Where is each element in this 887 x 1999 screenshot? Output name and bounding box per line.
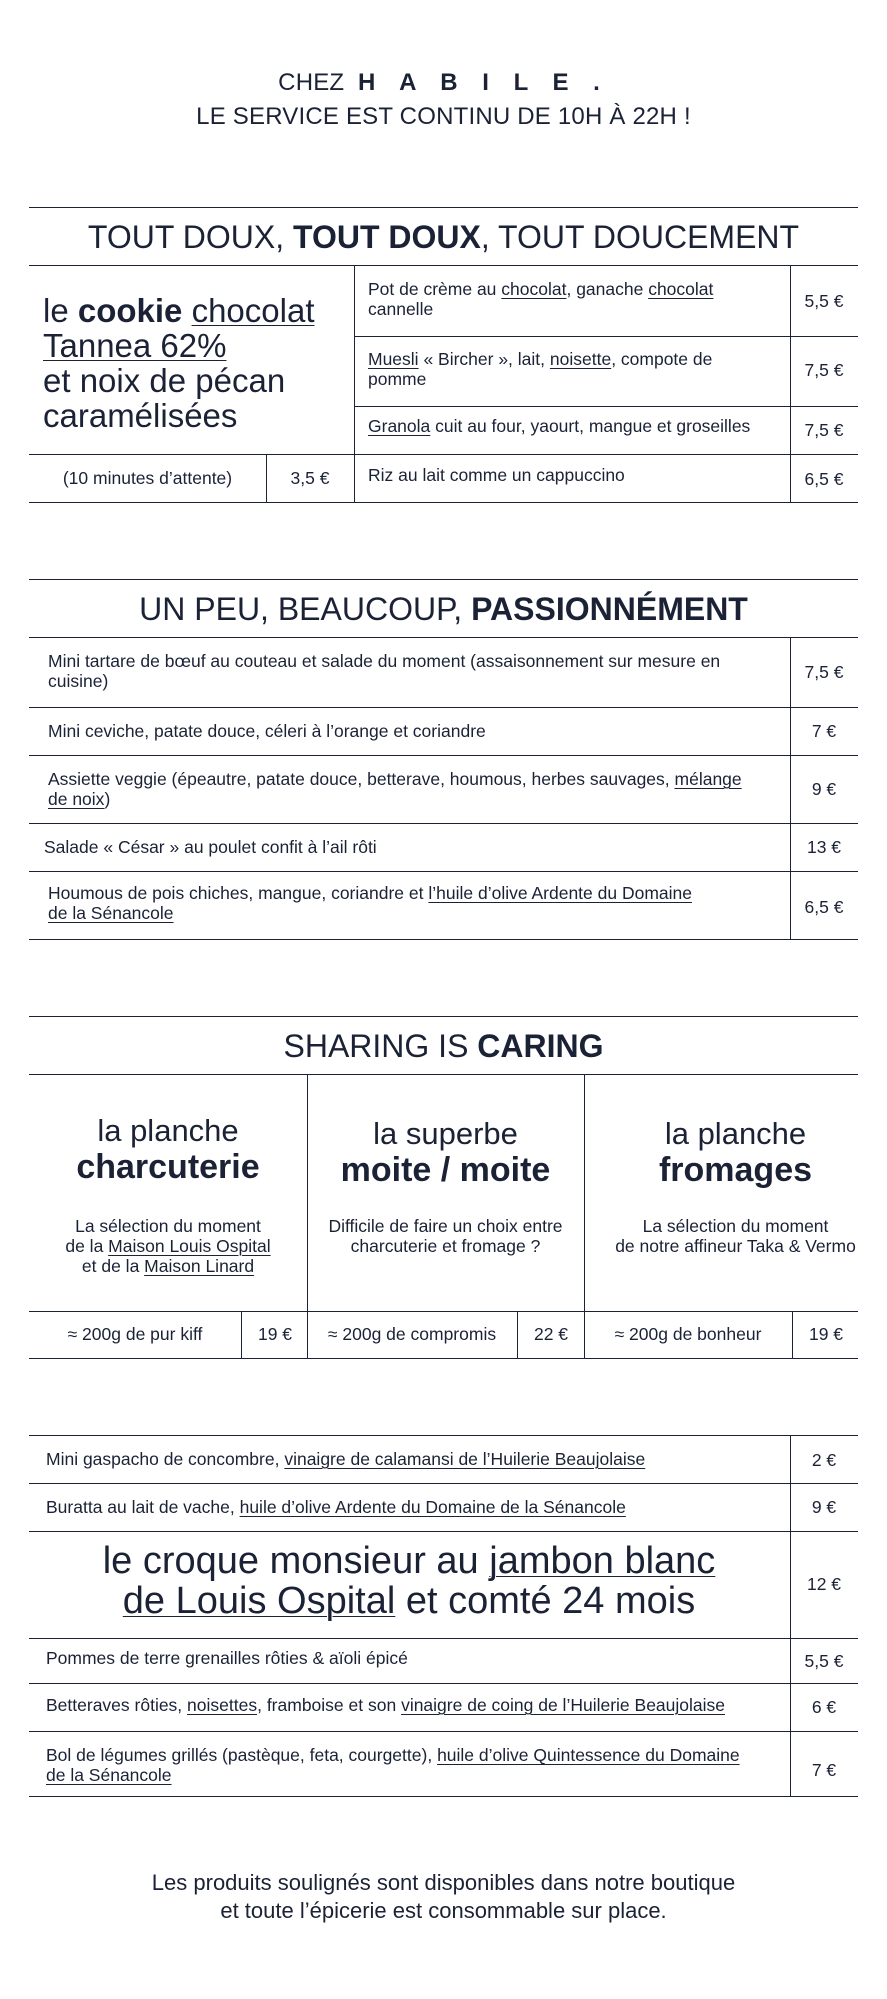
- menu-item-price: 9 €: [811, 1497, 837, 1517]
- menu-item: Pot de crème au chocolat, ganache chocolat cannelle: [368, 279, 714, 319]
- menu-item-price: 9 €: [811, 779, 837, 799]
- cookie-note: (10 minutes d’attente): [62, 468, 233, 488]
- menu-item-price: 5,5 €: [804, 291, 844, 311]
- planche-weight: ≈ 200g de pur kiff: [67, 1324, 203, 1344]
- menu-item-price: 7,5 €: [804, 662, 844, 682]
- menu-item: Betteraves rôties, noisettes, framboise et son vinaigre de coing de l’Huilerie Beaujolaise: [46, 1695, 726, 1715]
- menu-item-price: 5,5 €: [804, 1651, 844, 1671]
- planche-fromages: la planche fromages La sélection du moment de notre affineur Taka & Vermo: [615, 1116, 856, 1256]
- planche-price: 19 €: [808, 1324, 844, 1344]
- menu-header: [0, 66, 887, 134]
- menu-item: Salade « César » au poulet confit à l’ail rôti: [44, 837, 377, 857]
- menu-item: Muesli « Bircher », lait, noisette, compote de pomme: [368, 349, 713, 389]
- section-title-doux: TOUT DOUX, TOUT DOUX, TOUT DOUCEMENT: [29, 207, 858, 266]
- menu-item-price: 7,5 €: [804, 360, 844, 380]
- section-title-passion: UN PEU, BEAUCOUP, PASSIONNÉMENT: [29, 579, 858, 638]
- planche-charcuterie: la planche charcuterie La sélection du moment de la Maison Louis Ospital et de la Maison Linard: [65, 1113, 271, 1276]
- menu-item: Riz au lait comme un cappuccino: [368, 465, 625, 485]
- menu-item: Mini ceviche, patate douce, céleri à l’orange et coriandre: [48, 721, 486, 741]
- menu-item: Houmous de pois chiches, mangue, coriandre et l’huile d’olive Ardente du Domaine de la Sénancole: [48, 883, 692, 923]
- croque-monsieur-feature: le croque monsieur au jambon blanc de Louis Ospital et comté 24 mois: [102, 1540, 716, 1622]
- menu-item: Assiette veggie (épeautre, patate douce, betterave, houmous, herbes sauvages, mélange de noix): [48, 769, 742, 809]
- croque-price: 12 €: [806, 1574, 842, 1594]
- menu-item-price: 7 €: [811, 1760, 837, 1780]
- menu-item-price: 2 €: [811, 1450, 837, 1470]
- menu-item: Buratta au lait de vache, huile d’olive Ardente du Domaine de la Sénancole: [46, 1497, 626, 1517]
- footer-note: Les produits soulignés sont disponibles dans notre boutique et toute l’épicerie est consommable sur place.: [151, 1870, 736, 1923]
- menu-item-price: 6 €: [811, 1697, 837, 1717]
- menu-item-price: 6,5 €: [804, 469, 844, 489]
- planche-weight: ≈ 200g de bonheur: [614, 1324, 762, 1344]
- header-line-1: CHEZ H A B I L E .: [278, 69, 609, 96]
- planche-weight: ≈ 200g de compromis: [327, 1324, 497, 1344]
- menu-item: Mini tartare de bœuf au couteau et salade du moment (assaisonnement sur mesure en cuisine): [48, 651, 721, 691]
- planche-moite: la superbe moite / moite Difficile de faire un choix entre charcuterie et fromage ?: [328, 1116, 563, 1256]
- menu-item: Bol de légumes grillés (pastèque, feta, courgette), huile d’olive Quintessence du Domaine de la Sénancole: [46, 1745, 740, 1785]
- planche-price: 22 €: [533, 1324, 569, 1344]
- menu-item: Granola cuit au four, yaourt, mangue et groseilles: [368, 416, 751, 436]
- cookie-price: 3,5 €: [290, 468, 330, 488]
- menu-item: Pommes de terre grenailles rôties & aïoli épicé: [46, 1648, 408, 1668]
- menu-item-price: 7 €: [811, 721, 837, 741]
- planche-price: 19 €: [257, 1324, 293, 1344]
- cookie-feature: le cookie chocolat Tannea 62% et noix de pécan caramélisées: [43, 292, 315, 434]
- section-title-sharing: SHARING IS CARING: [29, 1016, 858, 1075]
- menu-item-price: 13 €: [806, 837, 842, 857]
- menu-item-price: 7,5 €: [804, 420, 844, 440]
- menu-item-price: 6,5 €: [804, 897, 844, 917]
- menu-item: Mini gaspacho de concombre, vinaigre de calamansi de l’Huilerie Beaujolaise: [46, 1449, 646, 1469]
- opening-hours: LE SERVICE EST CONTINU DE 10H À 22H !: [196, 103, 691, 130]
- brand-name: H A B I L E .: [358, 69, 609, 96]
